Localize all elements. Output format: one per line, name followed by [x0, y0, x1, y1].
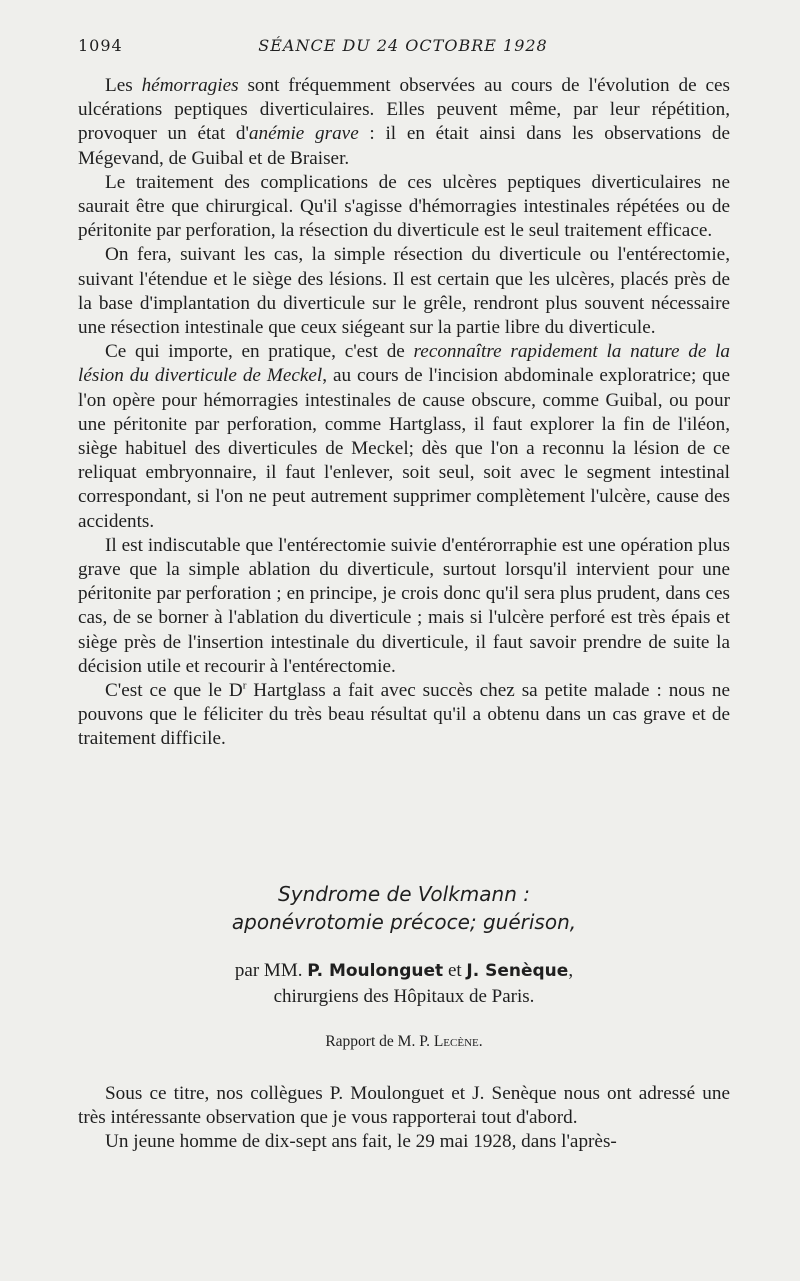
article-body — [78, 1082, 730, 1155]
text-run: , — [568, 960, 574, 981]
text-run: : il en était ainsi dans les observations de Mégevand, de Guibal et de Braiser. — [78, 123, 730, 169]
superscript: r — [242, 679, 247, 692]
title-line: aponévrotomie précoce; guérison, — [231, 910, 577, 934]
page-header — [78, 36, 728, 58]
title-line: Syndrome de Volkmann : — [278, 882, 530, 906]
text-run: . — [478, 1033, 483, 1050]
page-number: 1094 — [78, 36, 123, 55]
authors-block — [78, 958, 730, 1009]
text-run: Ce qui importe, en pratique, c'est de — [105, 341, 414, 363]
authors-line — [78, 958, 730, 984]
paragraph: Il est indiscutable que l'entérectomie suivie d'entérorraphie est une opération plus grave que la simple ablation du diverticule, surtout lorsqu'il intervient pour une péritonite par perforation ; en principe, je crois donc qu'il sera plus prudent, dans ces cas, de se borner à l'ablation du diverticule ; mais si l'ulcère perforé est très épais et siège près de l'insertion intestinale du diverticule, il faut savoir prendre de suite la décision utile et recourir à l'entérectomie. — [78, 534, 730, 677]
text-run: Les — [105, 75, 142, 96]
author-name: J. Senèque — [466, 961, 569, 981]
body-text — [78, 74, 730, 752]
paragraph: Un jeune homme de dix-sept ans fait, le 29 mai 1928, dans l'après- — [105, 1131, 617, 1153]
report-line — [78, 1033, 730, 1051]
text-run: par MM. — [234, 960, 308, 981]
text-run: sont fréquemment observées au cours de l'évolution de ces ulcérations peptiques diverticulaires. Elles peuvent même, par leur répétition, provoquer un état d' — [78, 75, 730, 145]
text-run: et — [443, 960, 467, 981]
text-run: Rapport de M. P. — [325, 1033, 434, 1050]
italic-run: anémie grave — [248, 123, 359, 145]
affiliation: chirurgiens des Hôpitaux de Paris. — [273, 986, 535, 1007]
paragraph — [78, 74, 730, 171]
italic-run: reconnaître rapidement la nature de la lésion du diverticule de Meckel — [78, 341, 730, 387]
italic-run: hémorragies — [141, 75, 239, 96]
paragraph: Le traitement des complications de ces ulcères peptiques diverticulaires ne saurait être que chirurgical. Qu'il s'agisse d'hémorragies intestinales répétées ou de péritonite par perforation, la résection du diverticule est le seul traitement efficace. — [78, 171, 730, 242]
paragraph: On fera, suivant les cas, la simple résection du diverticule ou l'entérectomie, suivant l'étendue et le siège des lésions. Il est certain que les ulcères, placés près de la base d'implantation du diverticule sur le grêle, rendront plus souvent nécessaire une résection intestinale que ceux siégeant sur la partie libre du diverticule. — [78, 244, 730, 339]
paragraph — [78, 340, 730, 534]
paragraph: Sous ce titre, nos collègues P. Moulonguet et J. Senèque nous ont adressé une très intéressante observation que je vous rapporterai tout d'abord. — [78, 1083, 730, 1129]
running-title: SÉANCE DU 24 OCTOBRE 1928 — [258, 36, 548, 55]
text-run: C'est ce que le D — [105, 680, 243, 702]
text-run: Hartglass a fait avec succès chez sa petite malade : nous ne pouvons que le féliciter du très beau résultat qu'il a obtenu dans un cas grave et de traitement difficile. — [78, 680, 730, 750]
author-name: P. Moulonguet — [307, 961, 444, 981]
paragraph — [78, 679, 730, 752]
article-title — [78, 880, 730, 936]
reporter-name: Lecène — [433, 1033, 479, 1050]
text-run: , au cours de l'incision abdominale exploratrice; que l'on opère pour hémorragies intestinales de cause obscure, comme Guibal, ou pour une péritonite par perforation, comme Hartglass, il faut explorer la fin de l'iléon, siège habituel des diverticules de Meckel; dès que l'on a reconnu la lésion de ce reliquat embryonnaire, il faut l'enlever, soit seul, soit avec le segment intestinal correspondant, si l'on ne peut autrement supprimer complètement l'ulcère, cause des accidents. — [78, 365, 730, 532]
